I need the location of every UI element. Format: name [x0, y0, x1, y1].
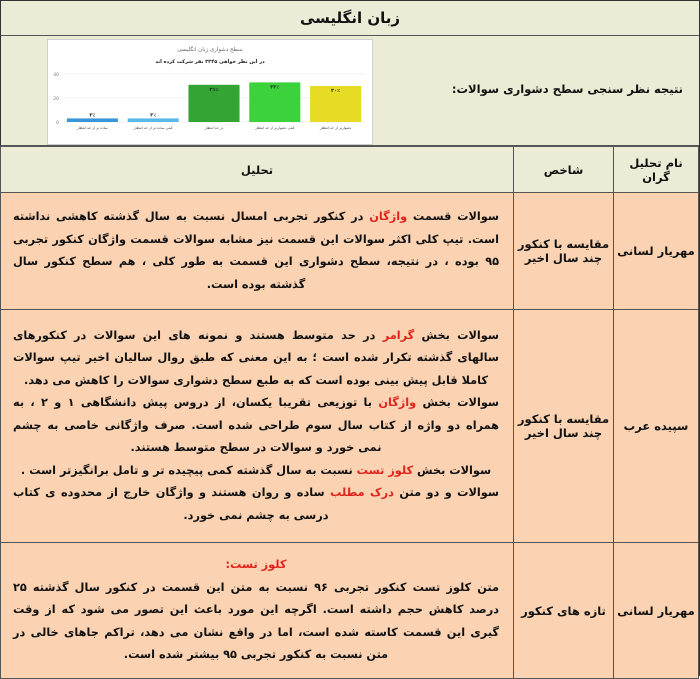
analysis-text: سوالات و دو متن	[393, 486, 499, 500]
header-criterion: شاخص	[514, 147, 614, 193]
highlight-term: واژگان	[378, 396, 417, 410]
table-header-row	[1, 147, 699, 193]
highlight-term: واژگان	[369, 210, 408, 223]
chart-subtitle: در این نظر خواهی ۳۳۴۵ نفر شرکت کرده اند	[155, 59, 265, 65]
analyst-name: سپیده عرب	[614, 310, 699, 543]
chart-data-label: ۳٪	[89, 112, 96, 119]
highlight-term: کلوز تست	[356, 463, 414, 477]
highlight-term: گرامر	[382, 328, 415, 342]
analysis-cell	[1, 193, 514, 310]
analysis-text: سوالات بخش	[413, 463, 492, 477]
chart-data-label: ۳۱٪	[209, 86, 219, 93]
criterion-cell: مقایسه با کنکور چند سال اخیر	[514, 193, 614, 310]
y-tick-label: 0	[56, 121, 59, 126]
analysis-cell	[1, 543, 514, 679]
analysis-subheading: کلوز تست:	[225, 558, 287, 572]
chart-title: سطح دشواری زبان انگلیسی	[177, 47, 243, 53]
y-tick-label: 40	[53, 73, 59, 78]
analysis-paragraph	[13, 482, 499, 527]
x-tick-label: کمی ساده تر از حد انتظار	[133, 126, 173, 130]
chart-bar	[67, 118, 118, 122]
analysis-cell	[1, 310, 514, 543]
analysis-text: متن کلوز تست کنکور تجربی ۹۶ نسبت به متن این قسمت در کنکور سال گذشته ۲۵ درصد کاهش حجم داشته است. اگرچه این مورد باعث این تصور می شود که از وقت گیری این قسمت کاسته شده است، اما در واقع نشان می دهد، تراکم جاهای خالی در متن نسبت به کنکور تجربی ۹۵ بیشتر شده است.	[13, 580, 499, 662]
header-analysts: نام تحلیل گران	[614, 147, 699, 193]
x-tick-label: در حد انتظار	[204, 126, 224, 130]
x-tick-label: کمی دشوارتر از حد انتظار	[255, 126, 295, 130]
analyst-name: مهریار لسانی	[614, 193, 699, 310]
analyst-name: مهریار لسانی	[614, 543, 699, 679]
table-row	[1, 193, 699, 310]
analysis-text: در حد متوسط هستند و نمونه های این سوالات در کنکورهای سالهای گذشته تکرار شده است ؛ به این معنی که طبق روال سالیان اخیر تیپ سوالات کاملا قابل پیش بینی بوده است که به طبع سطح دشواری سوالات را کاهش می دهد.	[13, 328, 499, 387]
analysis-text: نسبت به سال گذشته کمی پیچیده تر و تامل برانگیزتر است .	[20, 463, 357, 477]
analysis-text: ساده و روان هستند و واژگان خارج از محدوده ی کتاب درسی به چشم نمی خورد.	[13, 486, 331, 522]
x-tick-label: دشوارتر از حد انتظار	[319, 126, 352, 130]
x-tick-label: ساده تر از حد انتظار	[76, 126, 108, 130]
criterion-cell: مقایسه با کنکور چند سال اخیر	[514, 310, 614, 543]
survey-label: نتیجه نظر سنجی سطح دشواری سوالات:	[451, 82, 683, 96]
header-analysis: تحلیل	[1, 147, 514, 193]
analysis-table	[0, 146, 699, 679]
highlight-term: درک مطلب	[330, 486, 394, 500]
analysis-text: سوالات بخش	[416, 396, 500, 410]
analysis-text: در کنکور تجربی امسال نسبت به سال گذشته کاهشی نداشته است. تیپ کلی اکثر سوالات این قسمت نیز مشابه سوالات قسمت واژگان کنکور تجربی ۹۵ بوده ، در نتیجه، سطح دشواری این قسمت به طور کلی ، هم سطح کنکور سال گذشته بوده است.	[13, 210, 499, 291]
criterion-cell: تازه های کنکور	[514, 543, 614, 679]
chart-bar	[128, 118, 179, 122]
page-title: زبان انگلیسی	[1, 1, 699, 36]
analysis-paragraph	[13, 460, 499, 483]
analysis-paragraph	[13, 325, 499, 393]
difficulty-chart	[47, 39, 373, 145]
analysis-text: با توزیعی تقریبا یکسان، از دروس پیش دانشگاهی ۱ و ۲ ، به همراه دو واژه از کتاب سال سوم طراحی شده است. صرف واژگانی خاصی به چشم نمی خورد و سوالات در سطح متوسط هستند.	[13, 396, 499, 455]
table-row	[1, 543, 699, 679]
survey-row	[1, 36, 699, 146]
y-tick-label: 20	[53, 97, 59, 102]
table-row	[1, 310, 699, 543]
analysis-text: سوالات بخش	[414, 328, 499, 342]
chart-data-label: ۳۳٪	[270, 84, 280, 91]
analysis-paragraph	[13, 392, 499, 460]
chart-data-label: ۳٪	[150, 112, 157, 119]
chart-data-label: ۳۰٪	[331, 88, 341, 94]
analysis-text: سوالات قسمت	[407, 210, 499, 223]
